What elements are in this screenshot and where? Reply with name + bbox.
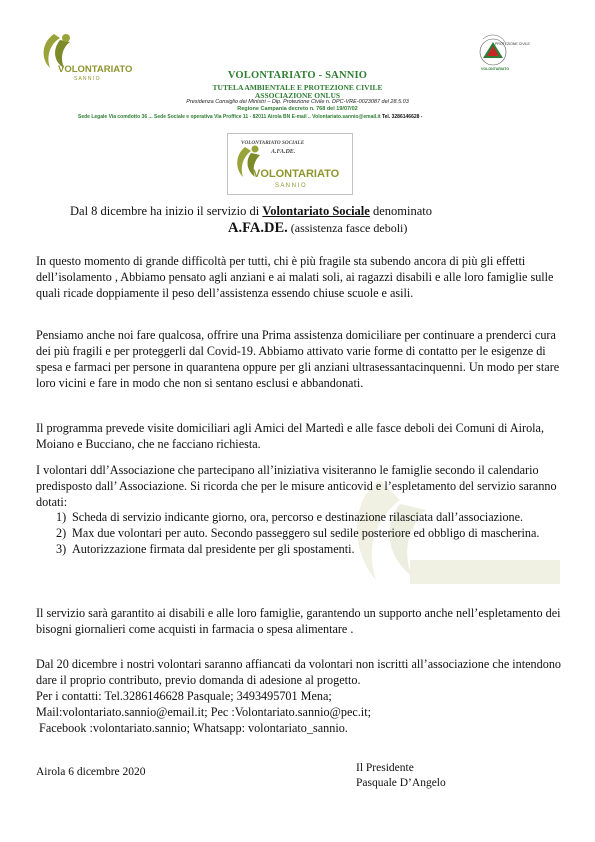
left-logo-text: VOLONTARIATO [58, 64, 133, 75]
association-subtitle-2: ASSOCIAZIONE ONLUS [254, 91, 341, 100]
list-item [56, 509, 556, 525]
list-item-number: 2) [56, 526, 67, 540]
presidenza-registration: Presidenza Consiglio dei Ministri – Dip. Protezione Civile n. DPC-VRE-0023087 del 28.5.03 [186, 99, 409, 105]
association-title: VOLONTARIATO - SANNIO [227, 70, 368, 81]
paragraph-difficolta: In questo momento di grande difficoltà per tutti, chi è più fragile sta subendo ancora di più gli effetti dell’isolamento , Abbiamo pensato agli anziani e ai malati soli, ai ragazzi disabili e alle loro famiglie sulle quali ricade doppiamente il peso dell’assistenza essendo chiuse scuole e asili. [36, 254, 554, 300]
list-item-number: 1) [56, 510, 67, 524]
sede-telephone: Tel. 3286146628 - [381, 114, 423, 120]
list-item-text: Max due volontari per auto. Secondo passeggero sul sedile posteriore ed obbligo di mascherina. [72, 526, 540, 540]
contact-emails: Mail:volontariato.sannio@email.it; Pec :Volontariato.sannio@pec.it; [36, 705, 371, 719]
list-item [56, 541, 556, 557]
list-item-text: Scheda di servizio indicante giorno, ora, percorso e destinazione rilasciata dall’associazione. [72, 510, 524, 524]
volontariato-sociale-logo [227, 133, 353, 195]
center-logo-sub: S A N N I O [275, 183, 306, 189]
paragraph-volontari: I volontari ddl’Associazione che partecipano all’iniziativa visiteranno le famiglie secondo il calendario predisposto dall’ Associazione. Si ricorda che per le misure anticovid e l’espletamento del servizio saranno dotati: [36, 463, 557, 509]
center-logo-line2: A.FA.DE. [271, 149, 296, 155]
service-acronym: A.FA.DE. [228, 220, 288, 236]
sede-address-line [78, 114, 558, 120]
service-note: (assistenza fasce deboli) [287, 221, 408, 235]
intro-after: denominato [369, 204, 432, 218]
paragraph-programma: Il programma prevede visite domiciliari agli Amici del Martedì e alle fasce deboli dei Comuni di Airola, Moiano e Bucciano, che ne facciano richiesta. [36, 421, 544, 451]
anticovid-list [56, 509, 556, 557]
paragraph-servizio: Il servizio sarà garantito ai disabili e alle loro famiglie, garantendo un supporto anche nell’espletamento dei bisogni giornalieri come acquisti in farmacia o spesa alimentare . [36, 606, 561, 636]
regione-decree: Regione Campania decreto n. 768 del 19/07/02 [237, 106, 358, 112]
left-logo-sub: S A N N I O [74, 76, 100, 82]
right-logo-text: PROTEZIONE CIVILE [495, 42, 530, 46]
center-logo-line1: VOLONTARIATO SOCIALE [241, 140, 305, 146]
contact-phones: Per i contatti: Tel.3286146628 Pasquale; 3493495701 Mena; [36, 689, 332, 703]
paragraph-20-dicembre: Dal 20 dicembre i nostri volontari saranno affiancati da volontari non iscritti all’associazione che intendono dare il proprio contributo, previo domanda di adesione al progetto. [36, 657, 562, 687]
center-logo-main: VOLONTARIATO [253, 168, 340, 180]
signature-role: Il Presidente [356, 762, 414, 774]
right-logo-sub: VOLONTARIATO [481, 67, 510, 71]
contact-social: Facebook :volontariato.sannio; Whatsapp: volontariato_sannio. [36, 721, 348, 735]
intro-before: Dal 8 dicembre ha inizio il servizio di [70, 204, 263, 218]
service-name [228, 220, 407, 237]
paragraph-pensiamo: Pensiamo anche noi fare qualcosa, offrire una Prima assistenza domiciliare per continuare a prenderci cura dei più fragili e per proteggerli dal Covid-19. Abbiamo attivato varie forme di contatto per le esigenze di spesa e farmaci per persone in quarantena oppure per gli anziani ultrasessantacinquenni. Un modo per stare loro vicini e fare in modo che non si sentano esclusi e abbandonati. [36, 328, 560, 390]
list-item-text: Autorizzazione firmata dal presidente per gli spostamenti. [72, 542, 355, 556]
document-date: Airola 6 dicembre 2020 [36, 766, 146, 778]
association-subtitle-1: TUTELA AMBIENTALE E PROTEZIONE CIVILE [212, 83, 383, 92]
list-item-number: 3) [56, 542, 67, 556]
sede-address: Sede Legale Via comdotto 36 ... Sede Sociale e operativa Via Proffice 11 - 82011 Airola BN E-mail .. Volontariato.sannio@email.it [78, 114, 381, 120]
intro-line [70, 204, 432, 219]
intro-highlight: Volontariato Sociale [262, 204, 370, 218]
signature-name: Pasquale D’Angelo [356, 777, 446, 789]
list-item [56, 525, 556, 541]
